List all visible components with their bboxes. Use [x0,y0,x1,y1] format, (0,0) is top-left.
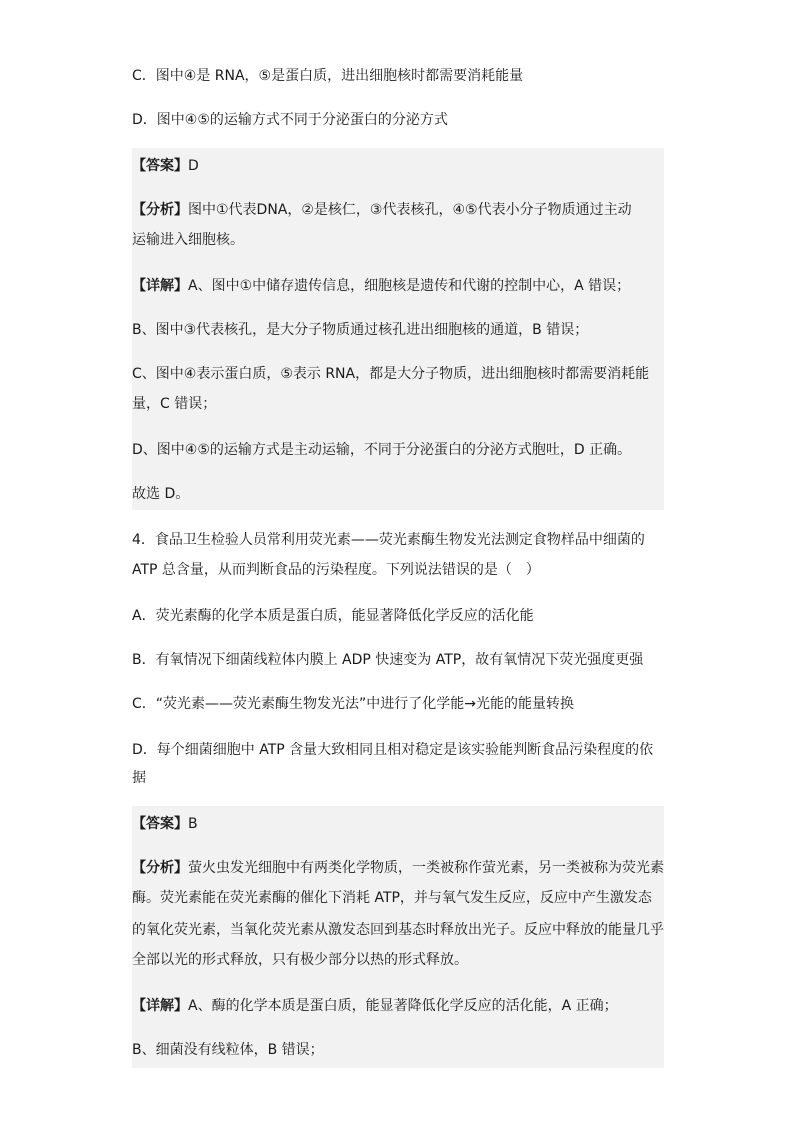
q3-conclusion: 故选 D。 [132,486,190,502]
answer-value: B [188,816,198,832]
q3-detail-line: D、图中④⑤的运输方式是主动运输，不同于分泌蛋白的分泌方式胞吐，D 正确。 [132,442,632,458]
q4-option-d: D．每个细菌细胞中 ATP 含量大致相同且相对稳定是该实验能判断食品污染程度的依 [132,742,654,758]
q3-detail-line [132,276,664,296]
q3-detail-line: 量，C 错误； [132,396,217,412]
q4-option-a: A．荧光素酶的化学本质是蛋白质，能显著降低化学反应的活化能 [132,608,534,624]
q4-answer [132,814,664,834]
analysis-label: 【分析】 [132,202,188,218]
analysis-text: 图中①代表DNA，②是核仁，③代表核孔，④⑤代表小分子物质通过主动 [188,202,632,218]
detail-text: A、图中①中储存遗传信息，细胞核是遗传和代谢的控制中心，A 错误； [188,278,631,294]
q4-option-d: 据 [132,770,146,786]
answer-label: 【答案】 [132,158,188,174]
q4-stem-line: ATP 总含量，从而判断食品的污染程度。下列说法错误的是（ ） [132,562,540,578]
answer-label: 【答案】 [132,816,188,832]
analysis-text: 萤火虫发光细胞中有两类化学物质，一类被称作萤光素，另一类被称为荧光素 [188,860,664,876]
detail-text: A、酶的化学本质是蛋白质，能显著降低化学反应的活化能，A 正确； [188,998,618,1014]
q3-analysis-line [132,200,664,220]
q4-analysis-line: 的氧化荧光素，当氧化荧光素从激发态回到基态时释放出光子。反应中释放的能量几乎 [132,922,664,938]
answer-value: D [188,158,199,174]
q3-detail-line: B、图中③代表核孔，是大分子物质通过核孔进出细胞核的通道，B 错误； [132,322,589,338]
q4-option-c: C．“荧光素——荧光素酶生物发光法”中进行了化学能→光能的能量转换 [132,696,575,712]
detail-label: 【详解】 [132,998,188,1014]
q3-option-c: C．图中④是 RNA，⑤是蛋白质，进出细胞核时都需要消耗能量 [132,68,524,84]
q4-detail-line: B、细菌没有线粒体，B 错误； [132,1042,324,1058]
q4-analysis-line [132,858,664,878]
q4-analysis-line: 全部以光的形式释放，只有极少部分以热的形式释放。 [132,952,468,968]
q4-analysis-line: 酶。荧光素能在荧光素酶的催化下消耗 ATP，并与氧气发生反应，反应中产生激发态 [132,890,652,906]
q4-stem-line: 4．食品卫生检验人员常利用荧光素——荧光素酶生物发光法测定食物样品中细菌的 [132,532,645,548]
q4-option-b: B．有氧情况下细菌线粒体内膜上 ADP 快速变为 ATP，故有氧情况下荧光强度更强 [132,652,644,668]
q3-analysis-line: 运输进入细胞核。 [132,232,244,248]
q3-detail-line: C、图中④表示蛋白质，⑤表示 RNA，都是大分子物质，进出细胞核时都需要消耗能 [132,366,650,382]
q3-option-d: D．图中④⑤的运输方式不同于分泌蛋白的分泌方式 [132,112,448,128]
analysis-label: 【分析】 [132,860,188,876]
detail-label: 【详解】 [132,278,188,294]
q3-answer [132,156,664,176]
q4-detail-line [132,996,664,1016]
